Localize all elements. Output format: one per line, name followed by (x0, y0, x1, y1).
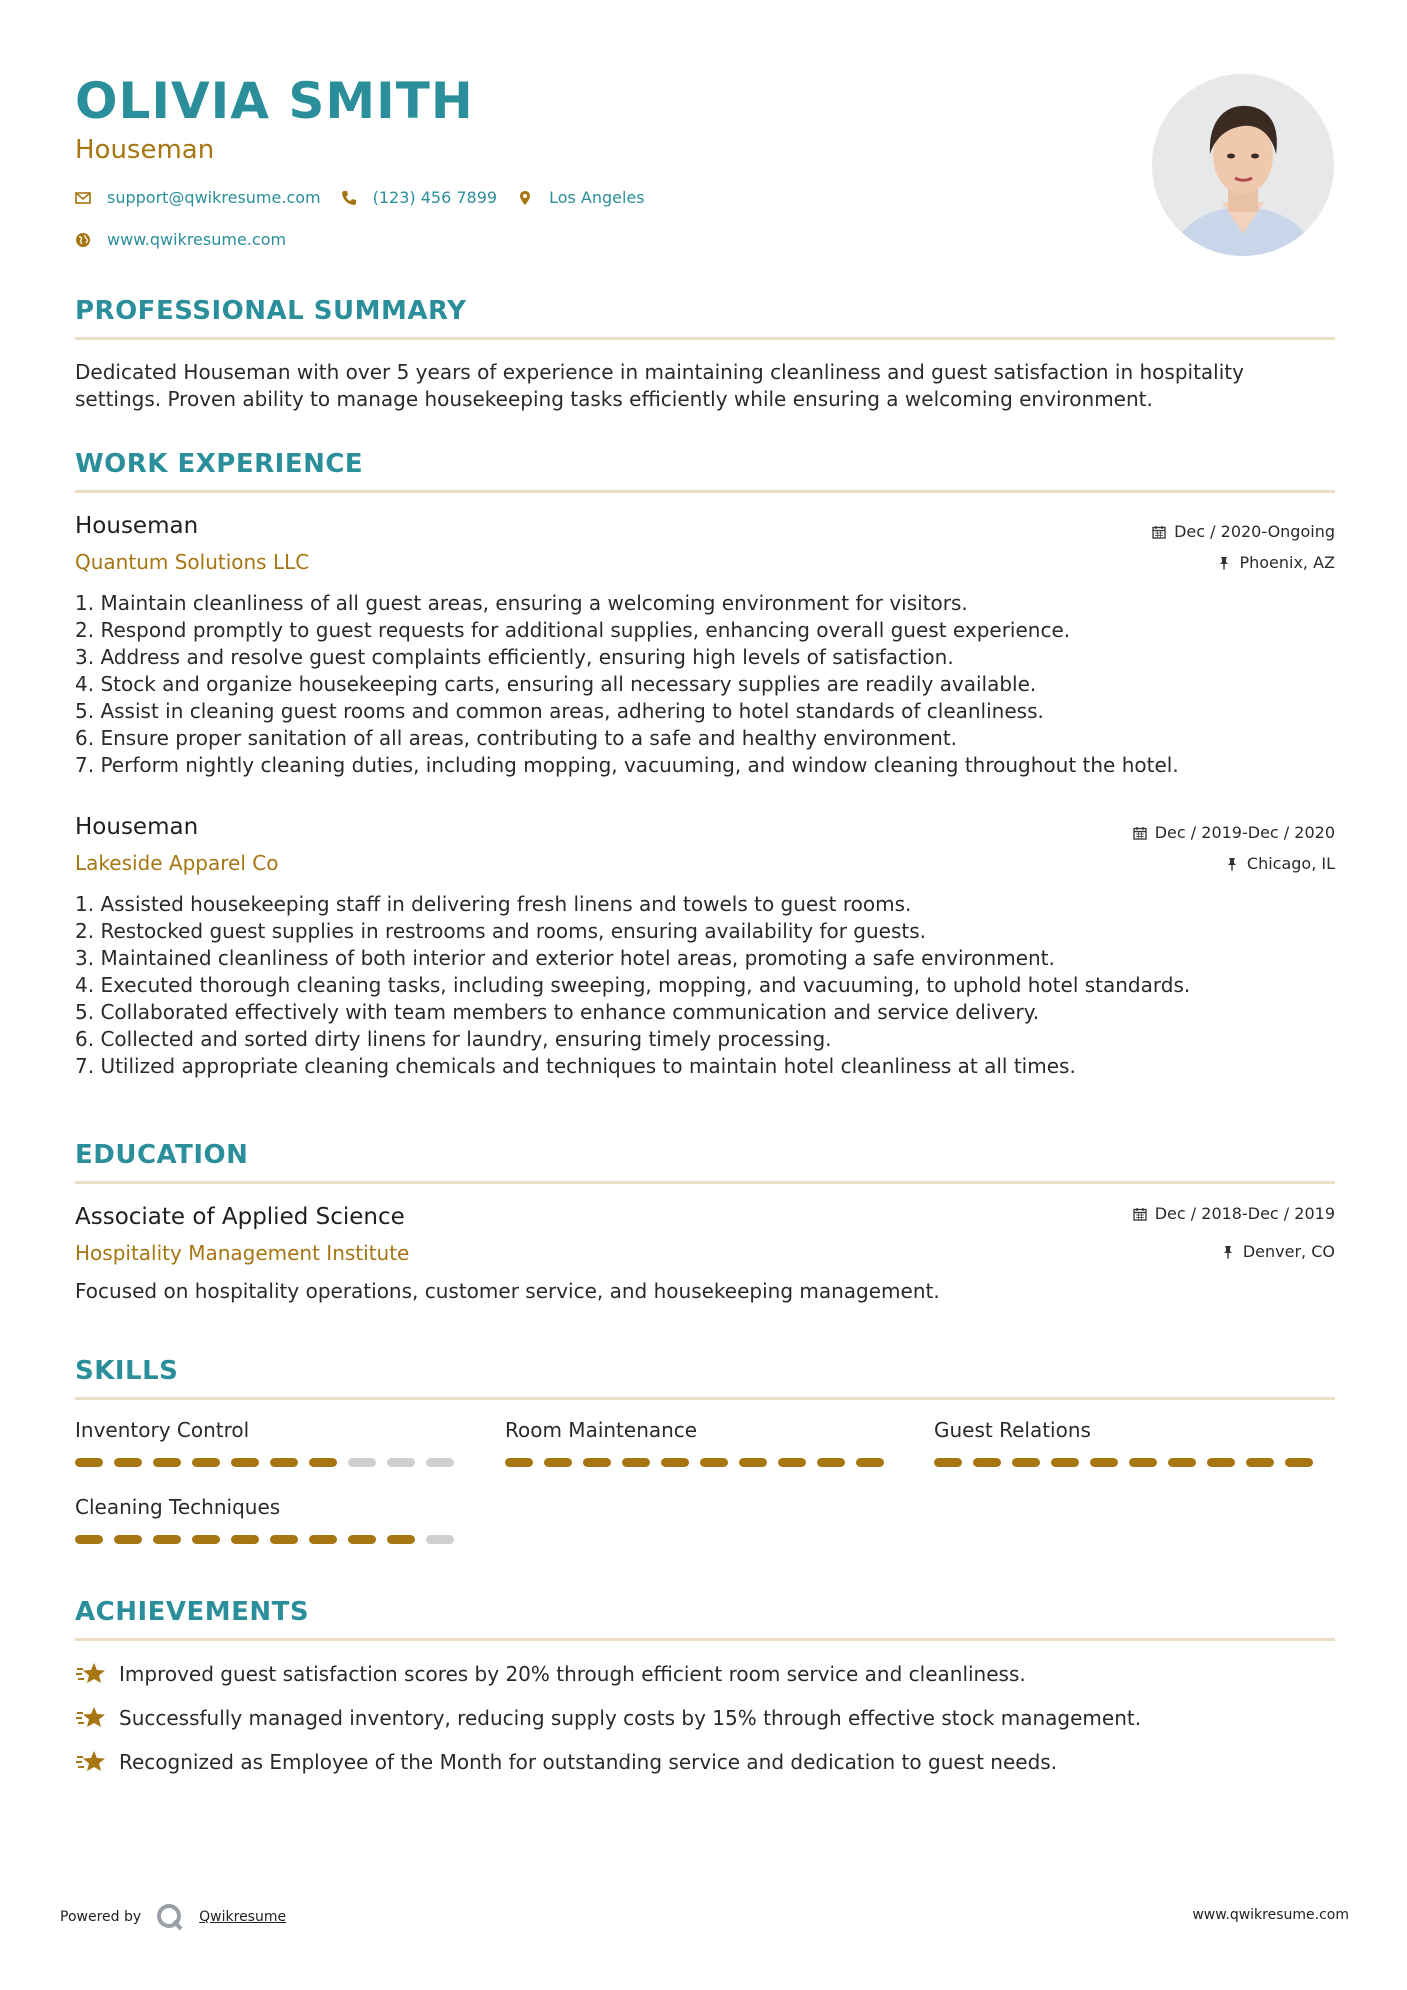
candidate-title: Houseman (75, 135, 215, 165)
skill-level-dot-filled (1012, 1458, 1040, 1467)
skill-level-dot-filled (778, 1458, 806, 1467)
skill-level-dot-filled (1090, 1458, 1118, 1467)
pin-icon (1221, 1245, 1235, 1259)
list-item: 6. Ensure proper sanitation of all areas, contributing to a safe and healthy environment. (75, 726, 958, 750)
education-dates-text: Dec / 2018-Dec / 2019 (1154, 1204, 1335, 1223)
job-duties (75, 590, 1335, 779)
skill-item (75, 1418, 455, 1467)
powered-by-label: Powered by (60, 1909, 142, 1925)
section-divider (75, 1181, 1335, 1184)
achievement-text: Improved guest satisfaction scores by 20% through efficient room service and cleanliness. (119, 1662, 1026, 1686)
skill-level-dot-filled (387, 1535, 415, 1544)
skill-level-dot-filled (192, 1458, 220, 1467)
skill-level-bar (934, 1458, 1314, 1467)
job-dates (1133, 823, 1335, 842)
skill-name: Cleaning Techniques (75, 1495, 281, 1519)
skill-level-dot-filled (505, 1458, 533, 1467)
footer-branding (60, 1902, 286, 1932)
skill-level-dot-filled (75, 1458, 103, 1467)
section-divider (75, 1638, 1335, 1641)
skill-level-dot-filled (1051, 1458, 1079, 1467)
skill-name: Room Maintenance (505, 1418, 698, 1442)
job-location (1217, 553, 1335, 572)
achievement-item (75, 1660, 1026, 1688)
job-location (1225, 854, 1335, 873)
skill-level-dot-filled (309, 1535, 337, 1544)
section-divider (75, 337, 1335, 340)
skill-name: Guest Relations (934, 1418, 1091, 1442)
skill-level-dot-empty (348, 1458, 376, 1467)
achievement-item (75, 1704, 1141, 1732)
contact-row (75, 188, 665, 207)
education-dates (1133, 1204, 1335, 1223)
list-item: 5. Collaborated effectively with team members to enhance communication and service delivery. (75, 1000, 1040, 1024)
skill-level-bar (75, 1458, 455, 1467)
job-dates-text: Dec / 2020-Ongoing (1174, 522, 1335, 541)
profile-photo (1152, 74, 1334, 256)
profile-photo-image (1152, 74, 1334, 256)
skill-level-dot-filled (817, 1458, 845, 1467)
skill-level-dot-filled (1246, 1458, 1274, 1467)
job-dates (1152, 522, 1335, 541)
skill-level-dot-filled (622, 1458, 650, 1467)
pin-icon (1217, 556, 1231, 570)
job-company: Lakeside Apparel Co (75, 851, 279, 875)
achievements-heading: ACHIEVEMENTS (75, 1597, 310, 1627)
list-item: 2. Respond promptly to guest requests for additional supplies, enhancing overall guest experience. (75, 618, 1071, 642)
qwikresume-link[interactable]: Qwikresume (199, 1909, 287, 1925)
skill-item (934, 1418, 1314, 1467)
location-text: Los Angeles (549, 188, 645, 207)
skill-level-dot-filled (856, 1458, 884, 1467)
degree: Associate of Applied Science (75, 1204, 405, 1230)
phone-text: (123) 456 7899 (372, 188, 498, 207)
school: Hospitality Management Institute (75, 1241, 410, 1265)
section-divider (75, 1397, 1335, 1400)
star-award-icon (75, 1660, 107, 1688)
summary-heading: PROFESSIONAL SUMMARY (75, 296, 467, 326)
skill-level-dot-filled (583, 1458, 611, 1467)
skill-level-dot-filled (231, 1458, 259, 1467)
skill-level-dot-empty (426, 1535, 454, 1544)
job-role: Houseman (75, 513, 199, 539)
skill-level-dot-filled (114, 1458, 142, 1467)
pin-icon (1225, 857, 1239, 871)
list-item: 1. Maintain cleanliness of all guest areas, ensuring a welcoming environment for visitors. (75, 591, 968, 615)
education-description: Focused on hospitality operations, customer service, and housekeeping management. (75, 1279, 940, 1303)
skill-level-dot-filled (270, 1535, 298, 1544)
calendar-icon (1152, 525, 1166, 539)
skill-level-dot-filled (270, 1458, 298, 1467)
skill-level-dot-filled (192, 1535, 220, 1544)
list-item: 5. Assist in cleaning guest rooms and common areas, adhering to hotel standards of cleanliness. (75, 699, 1044, 723)
skill-level-dot-filled (1285, 1458, 1313, 1467)
list-item: 4. Executed thorough cleaning tasks, including sweeping, mopping, and vacuuming, to uphold hotel standards. (75, 973, 1191, 997)
qwikresume-logo-icon (155, 1902, 185, 1932)
list-item: 7. Perform nightly cleaning duties, including mopping, vacuuming, and window cleaning throughout the hotel. (75, 753, 1179, 777)
footer-website[interactable]: www.qwikresume.com (1192, 1907, 1349, 1923)
skill-name: Inventory Control (75, 1418, 250, 1442)
list-item: 7. Utilized appropriate cleaning chemicals and techniques to maintain hotel cleanliness at all times. (75, 1054, 1076, 1078)
skill-level-dot-filled (153, 1535, 181, 1544)
star-award-icon (75, 1704, 107, 1732)
achievement-text: Recognized as Employee of the Month for outstanding service and dedication to guest needs. (119, 1750, 1058, 1774)
website-text: www.qwikresume.com (107, 230, 287, 249)
skill-level-dot-filled (114, 1535, 142, 1544)
list-item: 2. Restocked guest supplies in restrooms and rooms, ensuring availability for guests. (75, 919, 927, 943)
envelope-icon (75, 190, 91, 206)
achievement-item (75, 1748, 1057, 1776)
summary-text (75, 359, 1335, 413)
skill-level-dot-filled (973, 1458, 1001, 1467)
experience-heading: WORK EXPERIENCE (75, 449, 364, 479)
skill-level-dot-filled (75, 1535, 103, 1544)
skill-level-dot-filled (231, 1535, 259, 1544)
section-divider (75, 490, 1335, 493)
email-contact[interactable] (75, 188, 321, 207)
phone-icon (341, 190, 357, 206)
website-contact[interactable] (75, 230, 286, 249)
list-item: 4. Stock and organize housekeeping carts, ensuring all necessary supplies are readily available. (75, 672, 1037, 696)
skill-level-dot-filled (1207, 1458, 1235, 1467)
skill-level-dot-filled (934, 1458, 962, 1467)
skill-level-bar (505, 1458, 885, 1467)
job-location-text: Chicago, IL (1246, 854, 1335, 873)
candidate-name: OLIVIA SMITH (75, 72, 474, 130)
list-item: 3. Maintained cleanliness of both interior and exterior hotel areas, promoting a safe environment. (75, 946, 1055, 970)
summary-line: Dedicated Houseman with over 5 years of experience in maintaining cleanliness and guest satisfaction in hospitality (75, 360, 1244, 384)
skill-item (75, 1495, 455, 1544)
skill-level-dot-filled (153, 1458, 181, 1467)
skill-level-dot-filled (309, 1458, 337, 1467)
skill-level-dot-empty (426, 1458, 454, 1467)
star-award-icon (75, 1748, 107, 1776)
education-location-text: Denver, CO (1242, 1242, 1335, 1261)
skill-level-bar (75, 1535, 455, 1544)
list-item: 6. Collected and sorted dirty linens for laundry, ensuring timely processing. (75, 1027, 832, 1051)
job-dates-text: Dec / 2019-Dec / 2020 (1154, 823, 1335, 842)
list-item: 3. Address and resolve guest complaints efficiently, ensuring high levels of satisfaction. (75, 645, 954, 669)
location-contact (517, 188, 645, 207)
calendar-icon (1133, 1207, 1147, 1221)
globe-icon (75, 232, 91, 248)
skill-level-dot-filled (544, 1458, 572, 1467)
website-row (75, 230, 306, 249)
map-marker-icon (517, 190, 533, 206)
list-item: 1. Assisted housekeeping staff in delivering fresh linens and towels to guest rooms. (75, 892, 912, 916)
calendar-icon (1133, 826, 1147, 840)
job-company: Quantum Solutions LLC (75, 550, 310, 574)
summary-line: settings. Proven ability to manage housekeeping tasks efficiently while ensuring a welcoming environment. (75, 387, 1153, 411)
skill-level-dot-filled (1168, 1458, 1196, 1467)
skill-level-dot-filled (348, 1535, 376, 1544)
skills-heading: SKILLS (75, 1356, 179, 1386)
skill-level-dot-filled (1129, 1458, 1157, 1467)
achievement-text: Successfully managed inventory, reducing supply costs by 15% through effective stock management. (119, 1706, 1142, 1730)
email-text: support@qwikresume.com (107, 188, 321, 207)
phone-contact[interactable] (341, 188, 497, 207)
education-heading: EDUCATION (75, 1140, 249, 1170)
skill-level-dot-filled (739, 1458, 767, 1467)
skill-level-dot-filled (661, 1458, 689, 1467)
skill-level-dot-filled (700, 1458, 728, 1467)
skill-item (505, 1418, 885, 1467)
job-role: Houseman (75, 814, 199, 840)
job-location-text: Phoenix, AZ (1239, 553, 1335, 572)
skill-level-dot-empty (387, 1458, 415, 1467)
education-location (1221, 1242, 1335, 1261)
job-duties (75, 891, 1335, 1080)
